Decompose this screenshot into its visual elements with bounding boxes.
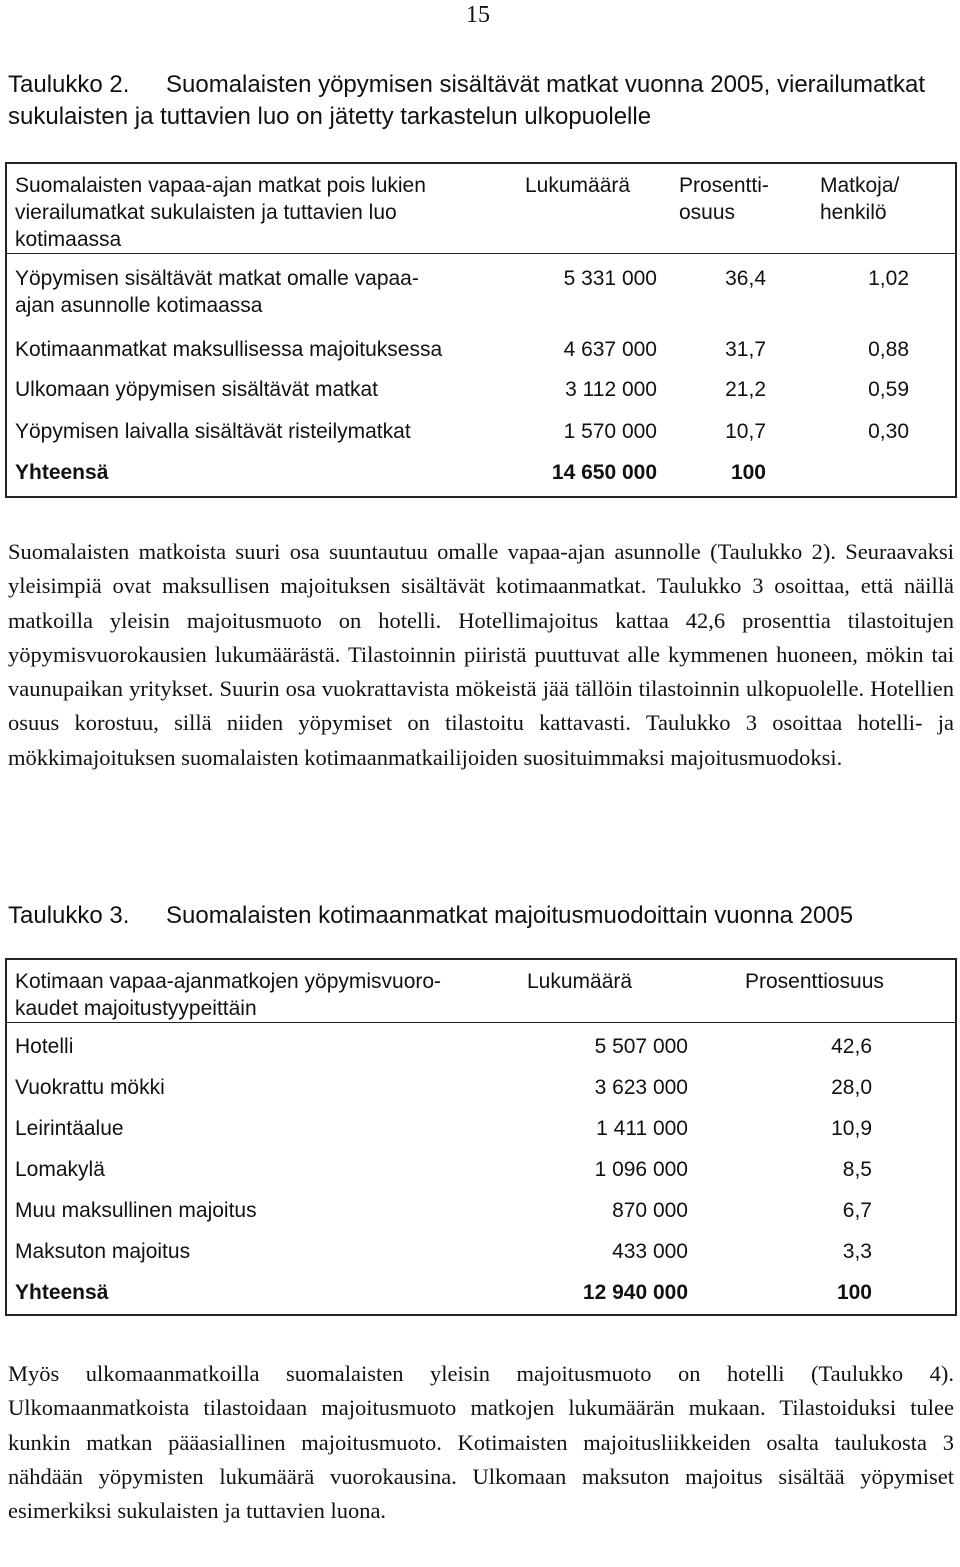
table3-caption-number: Taulukko 3. xyxy=(8,902,130,929)
table2-caption xyxy=(8,69,948,133)
table-row-label: Yöpymisen laivalla sisältävät risteilymatkat xyxy=(15,420,411,443)
table-total-percent: 100 xyxy=(836,1281,872,1304)
table3-header-percent: Prosenttiosuus xyxy=(745,970,884,993)
table-row-count: 870 000 xyxy=(612,1199,688,1222)
table2 xyxy=(5,162,957,498)
table-row-per-person: 1,02 xyxy=(868,267,909,290)
table-row-count: 3 112 000 xyxy=(565,378,657,401)
table-row-percent: 31,7 xyxy=(725,338,766,361)
table2-header-label-line: kotimaassa xyxy=(15,228,122,251)
table2-header-per-person-line: Matkoja/ xyxy=(820,174,900,197)
table-row-percent: 28,0 xyxy=(831,1076,872,1099)
table-total-count: 14 650 000 xyxy=(551,461,657,484)
table2-header-per-person-line: henkilö xyxy=(820,201,887,224)
table-row-per-person: 0,88 xyxy=(868,338,909,361)
table-row-percent: 21,2 xyxy=(725,378,766,401)
table2-header-label xyxy=(15,172,426,253)
table-row-label-line: Yöpymisen sisältävät matkat omalle vapaa- xyxy=(15,267,419,290)
body-paragraph: Suomalaisten matkoista suuri osa suuntautuu omalle vapaa-ajan asunnolle (Taulukko 2). Seuraavaksi yleisimpiä ovat maksullisen majoituksen sisältävät kotimaanmatkat. Taulukko 3 osoittaa, että näillä matkoilla yleisin majoitusmuoto on hotelli. Hotellimajoitus kattaa 42,6 prosenttia tilastoitujen yöpymisvuorokausien lukumäärästä. Tilastoinnin piiristä puuttuvat alle kymmenen huoneen, mökin tai vaunupaikan yritykset. Suurin osa vuokrattavista mökeistä jää tällöin tilastoinnin ulkopuolelle. Hotellien osuus korostuu, sillä niiden yöpymiset on tilastoitu kattavasti. Taulukko 3 osoittaa hotelli- ja mökkimajoituksen suomalaisten kotimaanmatkailijoiden suosituimmaksi majoitusmuodoksi. xyxy=(8,539,954,770)
table-row-percent: 6,7 xyxy=(842,1199,872,1222)
table-row-percent: 8,5 xyxy=(842,1158,872,1181)
table2-header-percent-line: osuus xyxy=(679,201,736,224)
table2-header-per-person xyxy=(820,172,899,226)
table2-header-label-line: Suomalaisten vapaa-ajan matkat pois lukien xyxy=(15,174,426,197)
table2-header-divider xyxy=(7,253,955,254)
table-row-label: Ulkomaan yöpymisen sisältävät matkat xyxy=(15,378,378,401)
table-row-count: 4 637 000 xyxy=(563,338,657,361)
table2-header-percent xyxy=(679,172,769,226)
table-row-percent: 10,7 xyxy=(725,420,766,443)
table-row-label: Muu maksullinen majoitus xyxy=(15,1199,257,1222)
table2-caption-title: Suomalaisten yöpymisen sisältävät matkat vuonna 2005, vierailumatkat sukulaisten ja tuttavien luo on jätetty tarkastelun ulkopuolelle xyxy=(8,71,926,130)
table-row-per-person: 0,30 xyxy=(868,420,909,443)
table-row-count: 3 623 000 xyxy=(594,1076,688,1099)
table2-header-label-line: vierailumatkat sukulaisten ja tuttavien luo xyxy=(15,201,397,224)
table3-header-divider xyxy=(7,1022,955,1023)
table-row-label-line: ajan asunnolle kotimaassa xyxy=(15,294,263,317)
body-paragraph: Myös ulkomaanmatkoilla suomalaisten yleisin majoitusmuoto on hotelli (Taulukko 4). Ulkomaanmatkoista tilastoidaan majoitusmuoto matkojen lukumäärän mukaan. Tilastoiduksi tulee kunkin matkan pääasiallinen majoitusmuoto. Kotimaisten majoitusliikkeiden osalta taulukosta 3 nähdään yöpymisten lukumäärä vuorokausina. Ulkomaan maksuton majoitus sisältää yöpymiset esimerkiksi sukulaisten ja tuttavien luona. xyxy=(8,1361,954,1524)
table3-header-count: Lukumäärä xyxy=(527,970,633,993)
table-row-label: Leirintäalue xyxy=(15,1117,124,1140)
table3-header-label-line: kaudet majoitustyypeittäin xyxy=(15,997,257,1020)
table-row-label xyxy=(15,265,419,319)
table-row-count: 433 000 xyxy=(612,1240,688,1263)
page-number: 15 xyxy=(466,2,490,28)
table3-caption xyxy=(8,900,853,932)
table-row-percent: 10,9 xyxy=(831,1117,872,1140)
table2-header-count: Lukumäärä xyxy=(525,174,631,197)
table-row-count: 5 331 000 xyxy=(563,267,657,290)
table3-caption-title: Suomalaisten kotimaanmatkat majoitusmuodoittain vuonna 2005 xyxy=(166,902,854,929)
table-row-count: 5 507 000 xyxy=(594,1035,688,1058)
table3-header-label xyxy=(15,968,441,1022)
table-total-label: Yhteensä xyxy=(15,1281,109,1304)
table-row-label: Hotelli xyxy=(15,1035,74,1058)
table-total-label: Yhteensä xyxy=(15,461,109,484)
table-row-count: 1 411 000 xyxy=(596,1117,688,1140)
table-row-count: 1 096 000 xyxy=(594,1158,688,1181)
table-row-percent: 3,3 xyxy=(842,1240,872,1263)
table-total-percent: 100 xyxy=(730,461,766,484)
table-row-count: 1 570 000 xyxy=(563,420,657,443)
table2-caption-number: Taulukko 2. xyxy=(8,71,130,98)
table-row-per-person: 0,59 xyxy=(868,378,909,401)
table-row-label: Maksuton majoitus xyxy=(15,1240,191,1263)
table-row-label: Lomakylä xyxy=(15,1158,105,1181)
table-row-label: Vuokrattu mökki xyxy=(15,1076,165,1099)
table-row-percent: 42,6 xyxy=(831,1035,872,1058)
table2-header-percent-line: Prosentti- xyxy=(679,174,769,197)
table3 xyxy=(5,958,957,1316)
table-row-percent: 36,4 xyxy=(725,267,766,290)
table3-header-label-line: Kotimaan vapaa-ajanmatkojen yöpymisvuoro- xyxy=(15,970,442,993)
table-row-label: Kotimaanmatkat maksullisessa majoituksessa xyxy=(15,338,443,361)
table-total-count: 12 940 000 xyxy=(582,1281,688,1304)
